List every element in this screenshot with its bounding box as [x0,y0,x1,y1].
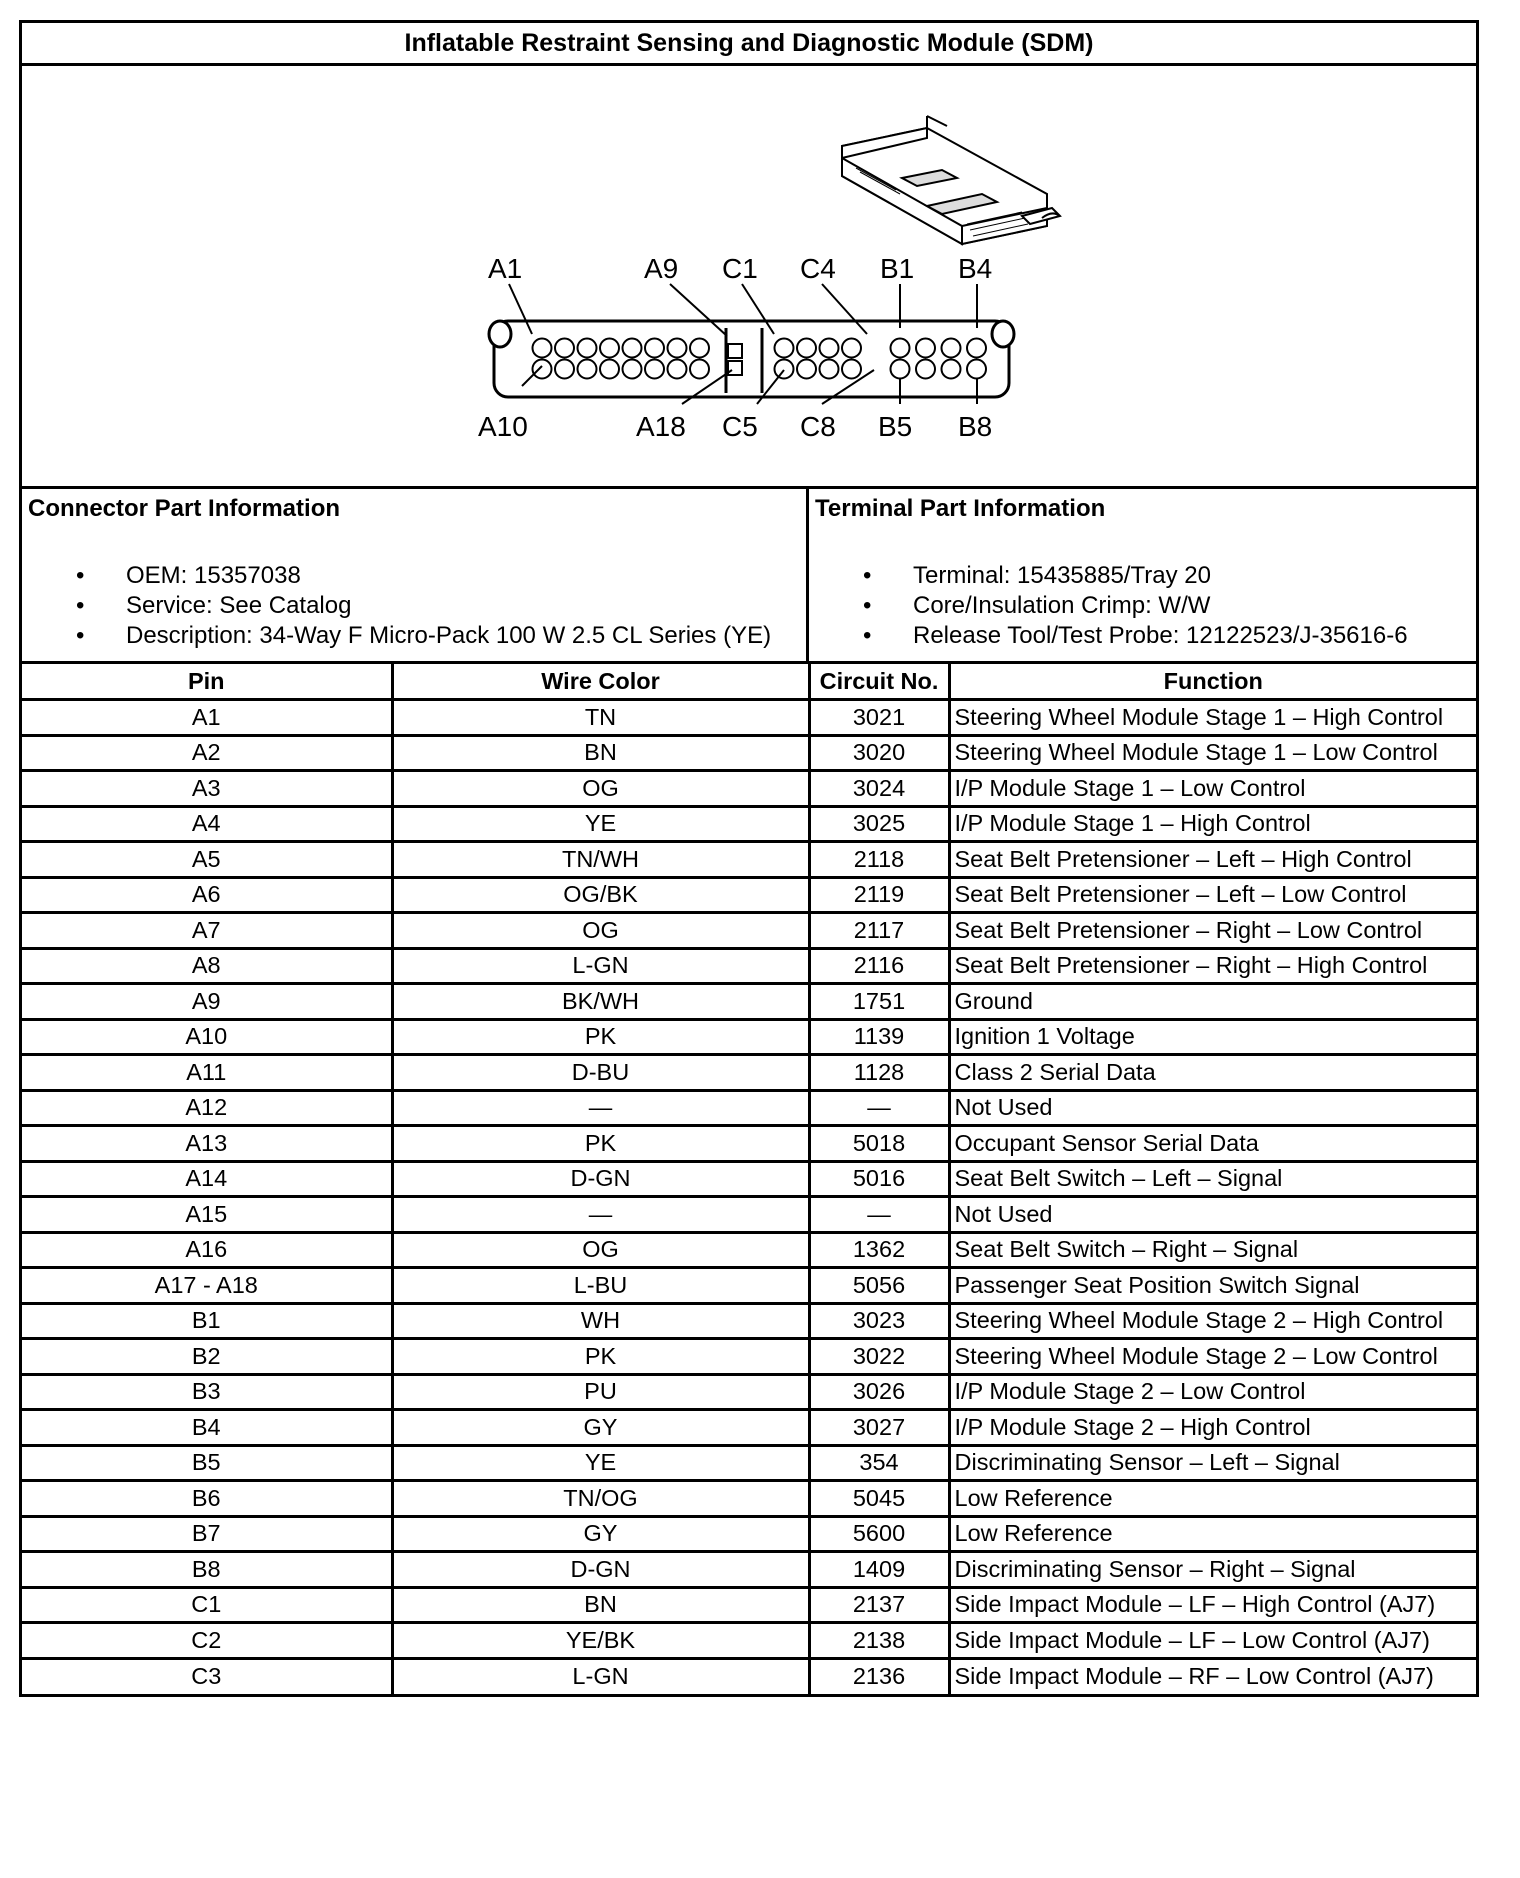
pin-cavity [645,360,664,379]
cell-circuit-no: — [809,1197,949,1233]
pin-cavity [775,360,794,379]
cell-function: Low Reference [949,1481,1476,1517]
pin-label-B4: B4 [958,253,993,284]
table-row [22,1126,1476,1162]
terminal-part-info [809,489,1476,661]
table-row [22,735,1476,771]
table-row [22,984,1476,1020]
cell-function: Ignition 1 Voltage [949,1019,1476,1055]
table-row [22,1090,1476,1126]
cell-wire-color: PK [392,1339,809,1375]
pin-cavity [891,339,910,358]
pin-cavity [668,360,687,379]
column-header-function: Function [949,664,1476,700]
pin-label-C4: C4 [800,253,836,284]
pin-cavity [533,339,552,358]
pin-cavity [600,360,619,379]
pin-cavity [916,360,935,379]
cell-circuit-no: 2117 [809,913,949,949]
pin-cavity [942,360,961,379]
cell-pin: B1 [22,1303,392,1339]
connector-part-info-list [28,561,800,651]
table-row [22,1339,1476,1375]
pin-label-B8: B8 [958,411,993,442]
cell-pin: A16 [22,1232,392,1268]
cell-wire-color: YE [392,806,809,842]
table-row [22,1374,1476,1410]
cell-pin: B8 [22,1552,392,1588]
cell-function: Low Reference [949,1516,1476,1552]
cell-circuit-no: 3025 [809,806,949,842]
cell-pin: B4 [22,1410,392,1446]
cell-function: I/P Module Stage 2 – High Control [949,1410,1476,1446]
column-header-pin: Pin [22,664,392,700]
table-row [22,1055,1476,1091]
table-row [22,1410,1476,1446]
cell-function: Discriminating Sensor – Right – Signal [949,1552,1476,1588]
cell-pin: A2 [22,735,392,771]
table-row [22,948,1476,984]
cell-pin: C1 [22,1587,392,1623]
pin-label-C5: C5 [722,411,758,442]
pin-cavity [533,360,552,379]
cell-wire-color: TN [392,700,809,736]
table-row [22,1197,1476,1233]
cell-circuit-no: 3027 [809,1410,949,1446]
cell-pin: C2 [22,1623,392,1659]
column-header-wire-color: Wire Color [392,664,809,700]
table-row [22,1303,1476,1339]
cell-function: Side Impact Module – LF – High Control (AJ7) [949,1587,1476,1623]
cell-function: Seat Belt Pretensioner – Left – High Control [949,842,1476,878]
cell-wire-color: BN [392,1587,809,1623]
cell-circuit-no: 1751 [809,984,949,1020]
cell-wire-color: BN [392,735,809,771]
cell-wire-color: D-GN [392,1161,809,1197]
cell-wire-color: GY [392,1410,809,1446]
terminal-part-info-list [815,561,1470,651]
table-row [22,1552,1476,1588]
list-item: • Core/Insulation Crimp: W/W [913,591,1470,621]
cell-circuit-no: 1128 [809,1055,949,1091]
cell-function: Seat Belt Pretensioner – Right – Low Control [949,913,1476,949]
pin-cavity [623,360,642,379]
cell-circuit-no: 2138 [809,1623,949,1659]
cell-function: I/P Module Stage 1 – High Control [949,806,1476,842]
cell-pin: A14 [22,1161,392,1197]
cell-wire-color: OG [392,771,809,807]
cell-circuit-no: 1409 [809,1552,949,1588]
cell-pin: A17 - A18 [22,1268,392,1304]
cell-wire-color: TN/WH [392,842,809,878]
connector-part-info [22,489,809,661]
cell-circuit-no: 3021 [809,700,949,736]
cell-function: Side Impact Module – RF – Low Control (AJ7) [949,1658,1476,1694]
cell-function: Seat Belt Pretensioner – Right – High Control [949,948,1476,984]
cell-pin: A12 [22,1090,392,1126]
table-row [22,700,1476,736]
cell-circuit-no: — [809,1090,949,1126]
cell-circuit-no: 1362 [809,1232,949,1268]
table-row [22,877,1476,913]
connector-illustration [22,66,1476,486]
cell-circuit-no: 2136 [809,1658,949,1694]
cell-circuit-no: 2116 [809,948,949,984]
table-row [22,1658,1476,1694]
cell-pin: A10 [22,1019,392,1055]
cell-circuit-no: 2119 [809,877,949,913]
cell-wire-color: OG/BK [392,877,809,913]
cell-pin: B5 [22,1445,392,1481]
table-row [22,1268,1476,1304]
list-item: • Service: See Catalog [126,591,800,621]
table-row [22,913,1476,949]
cell-function: Seat Belt Switch – Left – Signal [949,1161,1476,1197]
connector-face [489,321,1014,397]
cell-wire-color: PK [392,1126,809,1162]
cell-pin: A13 [22,1126,392,1162]
cell-circuit-no: 3020 [809,735,949,771]
pin-cavity [578,360,597,379]
cell-pin: A6 [22,877,392,913]
cell-circuit-no: 5018 [809,1126,949,1162]
cell-pin: A3 [22,771,392,807]
table-row [22,1623,1476,1659]
pin-cavity [891,360,910,379]
cell-circuit-no: 3026 [809,1374,949,1410]
pin-cavity [668,339,687,358]
cell-function: Discriminating Sensor – Left – Signal [949,1445,1476,1481]
pin-label-A10: A10 [478,411,528,442]
cell-wire-color: WH [392,1303,809,1339]
table-row [22,1019,1476,1055]
cell-function: I/P Module Stage 1 – Low Control [949,771,1476,807]
cell-circuit-no: 5045 [809,1481,949,1517]
cell-pin: A15 [22,1197,392,1233]
connector-part-info-header: Connector Part Information [28,495,341,522]
table-header-row [22,664,1476,700]
cell-wire-color: — [392,1197,809,1233]
cell-circuit-no: 2137 [809,1587,949,1623]
pin-label-C8: C8 [800,411,836,442]
cell-function: Not Used [949,1197,1476,1233]
pin-cavity [623,339,642,358]
cell-wire-color: L-BU [392,1268,809,1304]
pin-cavity [820,339,839,358]
table-row [22,1587,1476,1623]
pin-cavity [690,360,709,379]
pin-cavity [916,339,935,358]
cell-wire-color: YE [392,1445,809,1481]
cell-function: Passenger Seat Position Switch Signal [949,1268,1476,1304]
pin-cavity [797,339,816,358]
pin-cavity [942,339,961,358]
pin-cavity [797,360,816,379]
cell-function: Side Impact Module – LF – Low Control (AJ7) [949,1623,1476,1659]
pin-cavity [555,339,574,358]
list-item: • Terminal: 15435885/Tray 20 [913,561,1470,591]
cell-pin: A9 [22,984,392,1020]
pin-label-B1: B1 [880,253,915,284]
cell-function: Steering Wheel Module Stage 2 – High Control [949,1303,1476,1339]
cell-function: I/P Module Stage 2 – Low Control [949,1374,1476,1410]
cell-wire-color: OG [392,913,809,949]
cell-wire-color: PU [392,1374,809,1410]
cell-circuit-no: 3024 [809,771,949,807]
cell-function: Seat Belt Switch – Right – Signal [949,1232,1476,1268]
pin-cavity [967,360,986,379]
cell-circuit-no: 1139 [809,1019,949,1055]
pin-cavity [842,360,861,379]
pinout-sheet [19,20,1479,1697]
cell-wire-color: L-GN [392,948,809,984]
connector-diagram [22,66,1476,489]
pinout-table [22,664,1476,1694]
pin-cavity [578,339,597,358]
cell-pin: B2 [22,1339,392,1375]
list-item: • Description: 34-Way F Micro-Pack 100 W 2.5 CL Series (YE) [126,621,800,651]
cell-pin: B7 [22,1516,392,1552]
cell-pin: C3 [22,1658,392,1694]
cell-pin: A5 [22,842,392,878]
terminal-part-info-header: Terminal Part Information [815,495,1106,522]
pin-label-B5: B5 [878,411,913,442]
cell-wire-color: TN/OG [392,1481,809,1517]
column-header-circuit-no: Circuit No. [809,664,949,700]
cell-pin: A7 [22,913,392,949]
table-row [22,771,1476,807]
cell-function: Seat Belt Pretensioner – Left – Low Control [949,877,1476,913]
cell-wire-color: OG [392,1232,809,1268]
cell-pin: A1 [22,700,392,736]
cell-pin: A8 [22,948,392,984]
cell-wire-color: — [392,1090,809,1126]
cell-pin: B3 [22,1374,392,1410]
cell-wire-color: YE/BK [392,1623,809,1659]
pin-cavity [842,339,861,358]
table-row [22,842,1476,878]
pin-cavity [645,339,664,358]
pin-cavity [600,339,619,358]
table-row [22,1161,1476,1197]
cell-circuit-no: 3023 [809,1303,949,1339]
cell-wire-color: L-GN [392,1658,809,1694]
cell-function: Occupant Sensor Serial Data [949,1126,1476,1162]
cell-pin: B6 [22,1481,392,1517]
table-row [22,1516,1476,1552]
cell-circuit-no: 5600 [809,1516,949,1552]
pin-label-A18: A18 [636,411,686,442]
pin-label-A9: A9 [644,253,679,284]
cell-wire-color: GY [392,1516,809,1552]
cell-wire-color: BK/WH [392,984,809,1020]
table-body [22,700,1476,1694]
pin-label-A1: A1 [488,253,523,284]
cell-pin: A4 [22,806,392,842]
cell-function: Steering Wheel Module Stage 2 – Low Control [949,1339,1476,1375]
cell-function: Steering Wheel Module Stage 1 – High Control [949,700,1476,736]
table-row [22,806,1476,842]
connector-pin-cavities [533,339,987,379]
part-information [22,489,1476,664]
list-item: • Release Tool/Test Probe: 12122523/J-35616-6 [913,621,1470,651]
pin-label-C1: C1 [722,253,758,284]
pin-cavity [775,339,794,358]
cell-circuit-no: 2118 [809,842,949,878]
table-row [22,1232,1476,1268]
cell-circuit-no: 5056 [809,1268,949,1304]
cell-pin: A11 [22,1055,392,1091]
cell-function: Not Used [949,1090,1476,1126]
cell-function: Steering Wheel Module Stage 1 – Low Control [949,735,1476,771]
pin-cavity [555,360,574,379]
list-item: • OEM: 15357038 [126,561,800,591]
cell-function: Class 2 Serial Data [949,1055,1476,1091]
pin-cavity [690,339,709,358]
connector-3d-sketch [842,116,1060,244]
cell-circuit-no: 3022 [809,1339,949,1375]
cell-wire-color: PK [392,1019,809,1055]
cell-circuit-no: 5016 [809,1161,949,1197]
table-row [22,1445,1476,1481]
cell-circuit-no: 354 [809,1445,949,1481]
table-row [22,1481,1476,1517]
pin-cavity [967,339,986,358]
cell-function: Ground [949,984,1476,1020]
cell-wire-color: D-GN [392,1552,809,1588]
cell-wire-color: D-BU [392,1055,809,1091]
pin-cavity [820,360,839,379]
page-title: Inflatable Restraint Sensing and Diagnostic Module (SDM) [22,23,1476,66]
